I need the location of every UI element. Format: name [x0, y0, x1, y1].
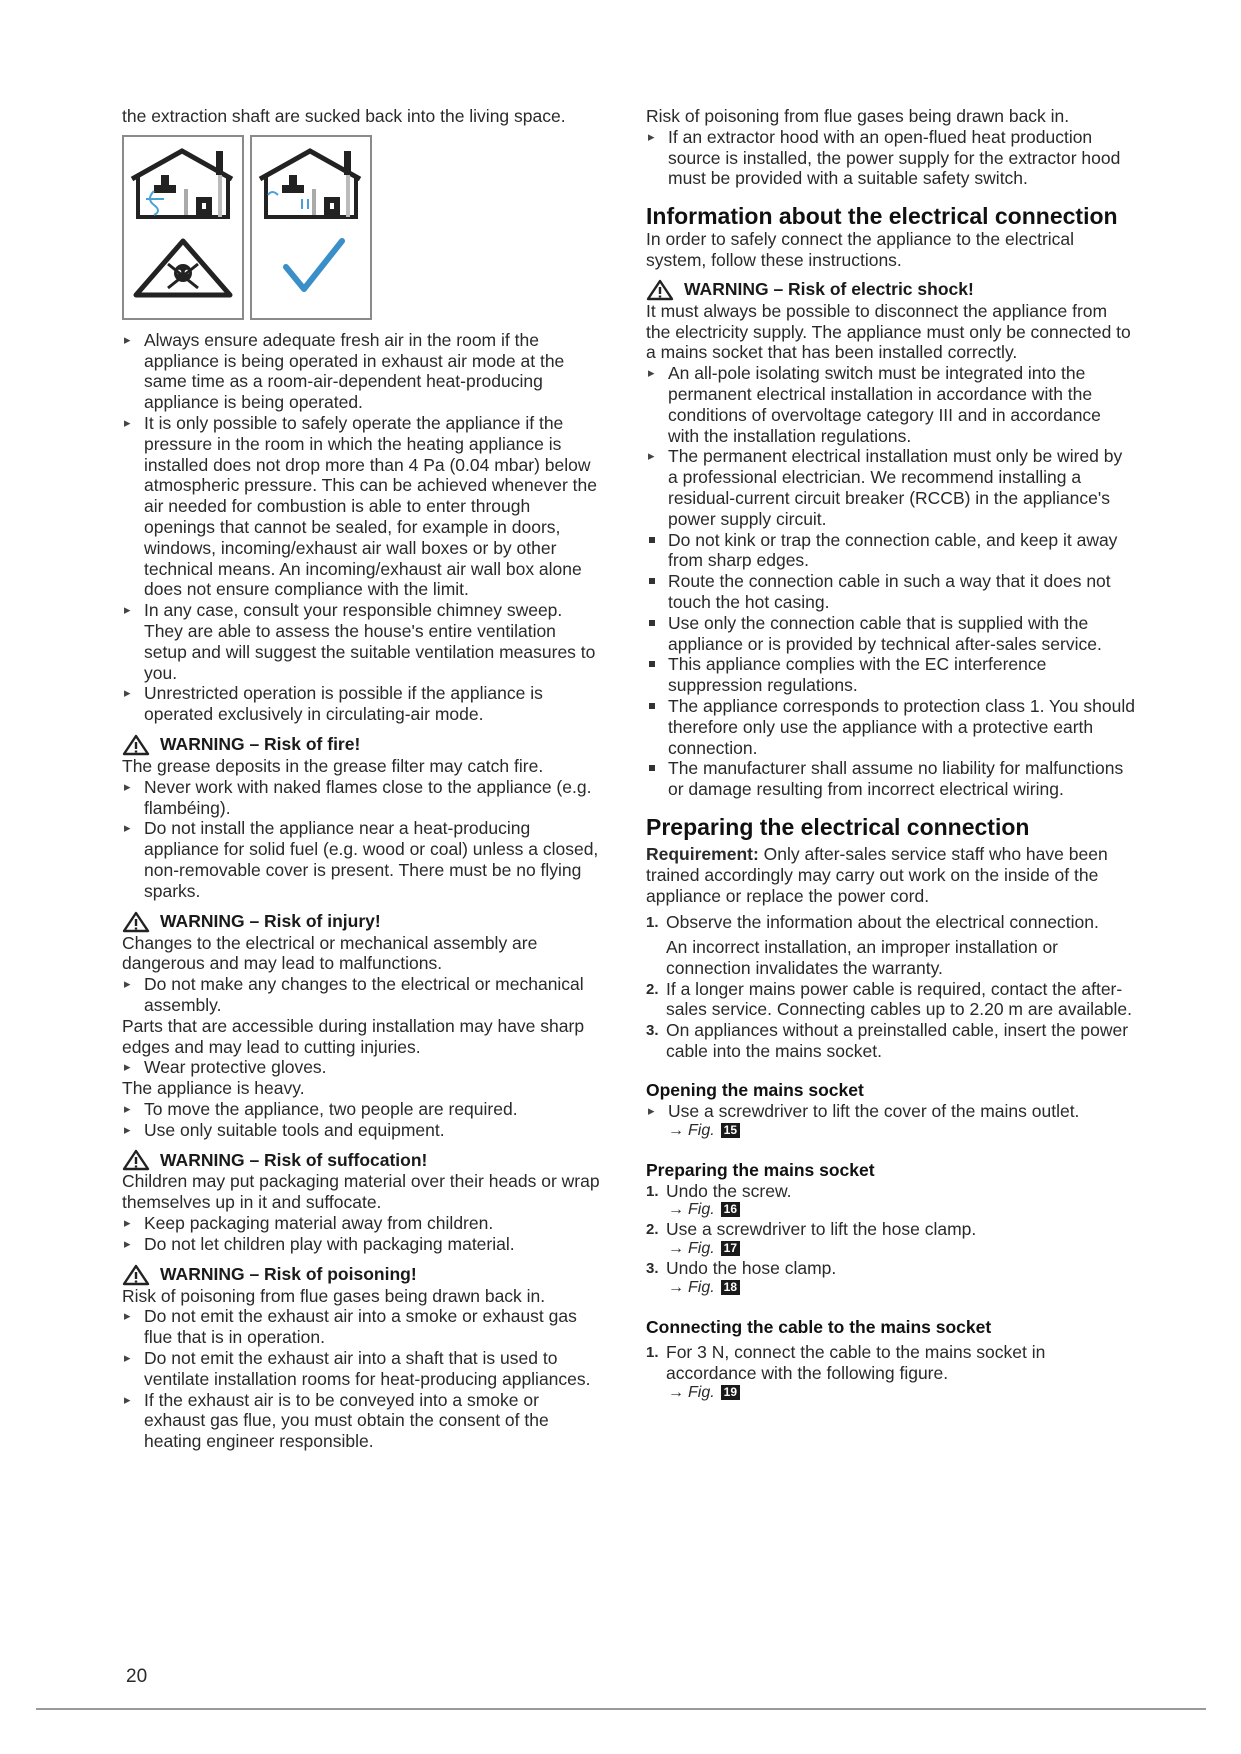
warning-triangle-icon: [122, 734, 150, 756]
preparing-socket-steps: [646, 1181, 1136, 1202]
warning-electric-shock-text: It must always be possible to disconnect the appliance from the electricity supply. The appliance must only be connected to a mains socket that has been installed correctly.: [646, 300, 1131, 363]
warning-injury-text: Changes to the electrical or mechanical assembly are dangerous and may lead to malfunctions.: [122, 932, 538, 974]
warning-triangle-icon: [122, 1264, 150, 1286]
page-number: 20: [126, 1666, 148, 1687]
list-item: Route the connection cable in such a way that it does not touch the hot casing.: [646, 571, 1136, 613]
heading-connecting-cable: Connecting the cable to the mains socket: [646, 1317, 992, 1338]
figure-reference[interactable]: → Fig. 16: [646, 1201, 1136, 1219]
opening-list: [646, 1101, 1136, 1122]
list-item: ▸ If an extractor hood with an open-flued heat production source is installed, the power supply for the extractor hood must be provided with a suitable safety switch.: [646, 127, 1136, 189]
list-item: ▸ Do not make any changes to the electrical or mechanical assembly.: [122, 974, 602, 1016]
warning-fire-title: WARNING – Risk of fire!: [122, 734, 602, 756]
injury-list-3: [122, 1099, 602, 1141]
injury-list-2: [122, 1057, 602, 1078]
warning-triangle-icon: [646, 279, 674, 301]
list-item: ▸ In any case, consult your responsible chimney sweep. They are able to assess the house's entire ventilation setup and will suggest the suitable ventilation measures to you.: [122, 600, 602, 683]
right-column: [646, 106, 1136, 1402]
warning-suffocation-title: WARNING – Risk of suffocation!: [122, 1149, 602, 1171]
heading-opening-socket: Opening the mains socket: [646, 1079, 864, 1100]
figure-number-badge: 15: [721, 1123, 740, 1138]
intro-text: the extraction shaft are sucked back into the living space.: [122, 106, 566, 126]
requirement-label: Requirement:: [646, 843, 759, 864]
figure-number-badge: 17: [721, 1241, 740, 1256]
list-item: Use only the connection cable that is supplied with the appliance or is provided by technical after-sales service.: [646, 613, 1136, 655]
list-item: 3. On appliances without a preinstalled cable, insert the power cable into the mains socket.: [646, 1020, 1129, 1062]
list-item: ▸ The permanent electrical installation must only be wired by a professional electrician. We recommend installing a residual-current circuit breaker (RCCB) in the appliance's power supply circuit.: [646, 446, 1136, 529]
panel-incorrect: [122, 135, 244, 320]
figure-reference[interactable]: → Fig. 15: [646, 1122, 1136, 1140]
footer-divider: [36, 1708, 1206, 1710]
list-item: 2. If a longer mains power cable is required, contact the after-sales service. Connecting cables up to 2.20 m are available.: [646, 978, 1132, 1020]
warning-fire-text: The grease deposits in the grease filter may catch fire.: [122, 755, 544, 776]
heading-preparing-electrical: Preparing the electrical connection: [646, 813, 1030, 840]
preparing-socket-steps: [646, 1219, 1136, 1240]
list-item: ▸ It is only possible to safely operate the appliance if the pressure in the room in which the heating appliance is installed does not drop more than 4 Pa (0.04 mbar) below atmospheric pressure. This can be achieved whenever the air needed for combustion is able to enter through openings that cannot be sealed, for example in doors, windows, incoming/exhaust air wall boxes or by other technical means. An incoming/exhaust air wall box alone does not ensure compliance with the limit.: [122, 413, 602, 600]
preparing-socket-steps: [646, 1258, 1136, 1279]
house-exhaust-danger-icon: [124, 137, 242, 318]
list-item: 3. Undo the hose clamp.: [646, 1258, 837, 1279]
fire-list: [122, 777, 602, 902]
list-item: 1. Undo the screw.: [646, 1180, 792, 1201]
list-item: ▸ Use a screwdriver to lift the cover of the mains outlet.: [646, 1101, 1136, 1122]
list-item: Do not kink or trap the connection cable, and keep it away from sharp edges.: [646, 530, 1136, 572]
warning-suffocation-text: Children may put packaging material over their heads or wrap themselves up in it and suffocate.: [122, 1171, 600, 1213]
warning-injury-title: WARNING – Risk of injury!: [122, 911, 602, 933]
fresh-air-list: [122, 330, 602, 725]
poisoning-continued-list: [646, 127, 1136, 189]
warning-triangle-icon: [122, 911, 150, 933]
suffocation-list: [122, 1213, 602, 1255]
list-item: ▸ Do not emit the exhaust air into a shaft that is used to ventilate installation rooms for heat-producing appliances.: [122, 1348, 602, 1390]
list-item: ▸ Keep packaging material away from children.: [122, 1213, 602, 1234]
electrical-info-intro: In order to safely connect the appliance to the electrical system, follow these instructions.: [646, 229, 1075, 270]
list-item: 1. Observe the information about the electrical connection.: [646, 912, 1099, 933]
electrical-tri-list: [646, 363, 1136, 529]
list-item: ▸ Never work with naked flames close to the appliance (e.g. flambéing).: [122, 777, 602, 819]
poisoning-list: [122, 1306, 602, 1452]
injury-list-1: [122, 974, 602, 1016]
list-item: ▸ Do not install the appliance near a heat-producing appliance for solid fuel (e.g. wood or coal) unless a closed, non-removable cover is present. There must be no flying sparks.: [122, 818, 602, 901]
list-item: ▸ Wear protective gloves.: [122, 1057, 602, 1078]
poisoning-continued-text: Risk of poisoning from flue gases being drawn back in.: [646, 106, 1070, 126]
requirement-text: Requirement: Only after-sales service staff who have been trained accordingly may carry out work on the inside of the appliance or replace the power cord.: [646, 843, 1108, 906]
list-item: ▸ Use only suitable tools and equipment.: [122, 1120, 602, 1141]
list-item: 1. For 3 N, connect the cable to the mains socket in accordance with the following figure.: [646, 1342, 1046, 1383]
figure-number-badge: 18: [721, 1280, 740, 1295]
figure-reference[interactable]: → Fig. 18: [646, 1279, 1136, 1297]
warning-electric-shock-title: WARNING – Risk of electric shock!: [646, 279, 1136, 301]
step-note: An incorrect installation, an improper installation or connection invalidates the warranty.: [666, 937, 1058, 978]
panel-correct: [250, 135, 372, 320]
injury-text-3: The appliance is heavy.: [122, 1078, 305, 1099]
prep-steps: [646, 912, 1136, 1062]
connecting-steps: [646, 1342, 1136, 1384]
heading-electrical-info: Information about the electrical connection: [646, 203, 1118, 230]
figure-reference[interactable]: → Fig. 19: [646, 1384, 1136, 1402]
list-item: The appliance corresponds to protection class 1. You should therefore only use the appliance with a protective earth connection.: [646, 696, 1136, 758]
list-item: ▸ An all-pole isolating switch must be integrated into the permanent electrical installation in accordance with the conditions of overvoltage category III and in accordance with the installation regulations.: [646, 363, 1136, 446]
list-item: ▸ To move the appliance, two people are required.: [122, 1099, 602, 1120]
electrical-square-list: [646, 530, 1136, 800]
list-item: ▸ Always ensure adequate fresh air in the room if the appliance is being operated in exhaust air mode at the same time as a room-air-dependent heat-producing appliance is being operated.: [122, 330, 602, 413]
list-item: 2. Use a screwdriver to lift the hose clamp.: [646, 1219, 977, 1240]
list-item: ▸ Do not emit the exhaust air into a smoke or exhaust gas flue that is in operation.: [122, 1306, 602, 1348]
list-item: This appliance complies with the EC interference suppression regulations.: [646, 654, 1136, 696]
ventilation-figure: [122, 135, 602, 320]
list-item: The manufacturer shall assume no liability for malfunctions or damage resulting from incorrect electrical wiring.: [646, 758, 1136, 800]
warning-triangle-icon: [122, 1149, 150, 1171]
list-item: ▸ If the exhaust air is to be conveyed into a smoke or exhaust gas flue, you must obtain the consent of the heating engineer responsible.: [122, 1390, 602, 1452]
left-column: [122, 106, 602, 1452]
figure-number-badge: 16: [721, 1202, 740, 1217]
injury-text-2: Parts that are accessible during installation may have sharp edges and may lead to cutting injuries.: [122, 1015, 585, 1057]
warning-poisoning-text: Risk of poisoning from flue gases being drawn back in.: [122, 1285, 546, 1306]
heading-preparing-socket: Preparing the mains socket: [646, 1159, 875, 1180]
figure-reference[interactable]: → Fig. 17: [646, 1240, 1136, 1258]
list-item: ▸ Do not let children play with packaging material.: [122, 1234, 602, 1255]
list-item: ▸ Unrestricted operation is possible if the appliance is operated exclusively in circulating-air mode.: [122, 683, 602, 725]
figure-number-badge: 19: [721, 1385, 740, 1400]
warning-poisoning-title: WARNING – Risk of poisoning!: [122, 1264, 602, 1286]
house-exhaust-correct-icon: [252, 137, 370, 318]
